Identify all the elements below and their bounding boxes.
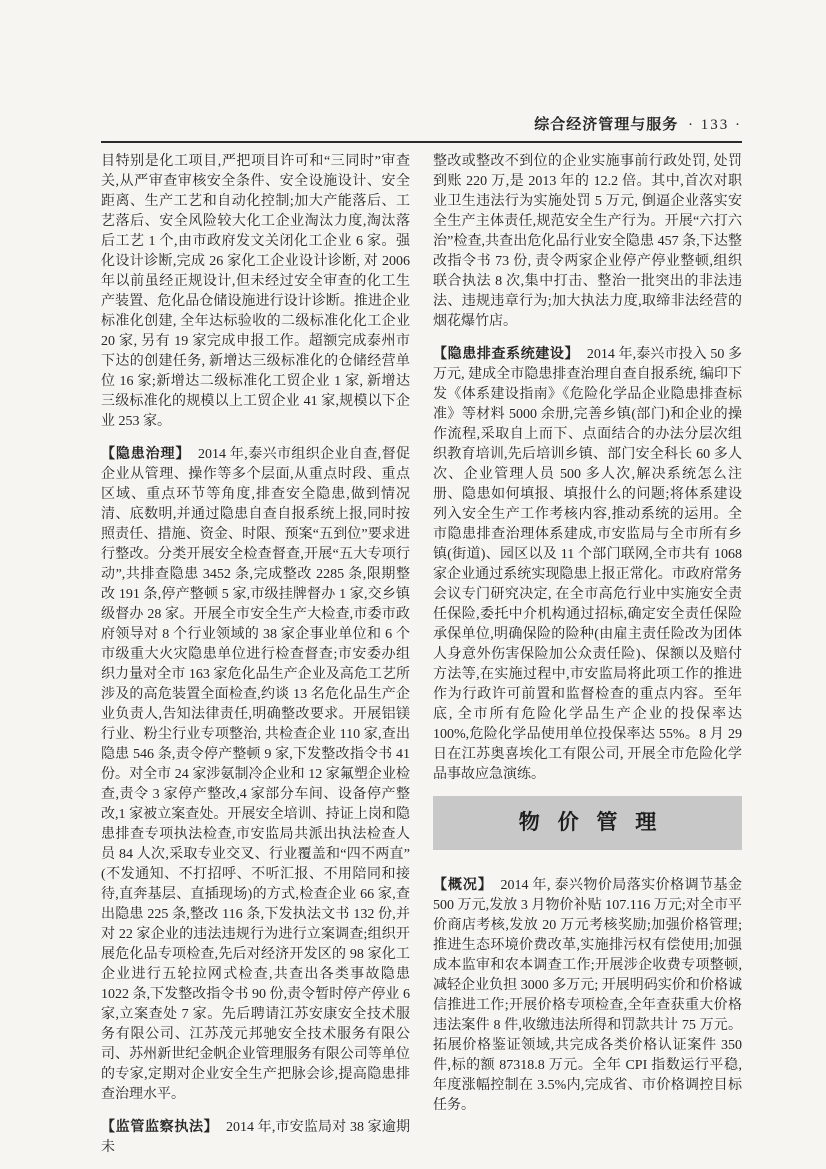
section-label: 【隐患治理】 [101, 445, 191, 461]
left-column [101, 152, 410, 1158]
page-content [101, 116, 742, 1158]
running-header [101, 116, 742, 143]
paragraph-text: 目特别是化工项目,严把项目许可和“三同时”审查关,从严审查审核安全条件、安全设施设计、安全距离、生产工艺和自动化控制;加大产能落后、工艺落后、安全风险较大化工企业淘汰力度,淘汰落后工艺 1 个,由市政府发文关闭化工企业 6 家。强化设计诊断,完成 26 家化工企业设计诊断, 对 2006 年以前虽经正规设计,但未经过安全审查的化工生产装置、危化品仓储设施进行设计诊断。推进企业标准化创建, 全年达标验收的二级标准化化工企业 20 家, 另有 19 家完成申报工作。超额完成泰州市下达的创建任务, 新增达三级标准化的仓储经营单位 16 家;新增达二级标准化工贸企业 1 家, 新增达三级标准化的规模以上工贸企业 41 家,规模以下企业 253 家。 [101, 154, 410, 429]
section-label: 【监管监察执法】 [101, 1118, 219, 1134]
paragraph-supervision-enforcement [101, 1116, 410, 1158]
paragraph-text: 2014 年, 泰兴物价局落实价格调节基金 500 万元,发放 3 月物价补贴 107.116 万元;对全市平价商店考核,发放 20 万元考核奖励;加强价格管理;推进生态环境价费改革,实施排污权有偿使用;加强成本监审和农本调查工作;开展涉企收费专项整顿,减轻企业负担 3000 多万元; 开展明码实价和价格诚信推进工作;开展价格专项检查,全年查获重大价格违法案件 8 件,收缴违法所得和罚款共计 75 万元。拓展价格鉴证领域,共完成各类价格认证案件 350 件,标的额 87318.8 万元。全年 CPI 指数运行平稳,年度涨幅控制在 3.5%内,完成省、市价格调控目标任务。 [433, 878, 743, 1113]
two-column-layout [101, 152, 742, 1158]
paragraph-text: 2014 年,市安监局对 38 家逾期未 [101, 1120, 411, 1155]
right-column [433, 152, 742, 1158]
section-heading-price-management: 物 价 管 理 [433, 796, 742, 850]
paragraph-text: 整改或整改不到位的企业实施事前行政处罚, 处罚到账 220 万,是 2013 年的 12.2 倍。其中,首次对职业卫生违法行为实施处罚 5 万元, 倒逼企业落实安全生产主体责任,规范安全生产行为。开展“六打六治”检查,共查出危化品行业安全隐患 457 条,下达整改指令书 73 份, 责令两家企业停产停业整顿,组织联合执法 8 次,集中打击、整治一批突出的非法违法、违规违章行为;加大执法力度,取缔非法经营的烟花爆竹店。 [433, 154, 742, 329]
header-section-title: 综合经济管理与服务 [534, 116, 679, 133]
paragraph-overview [433, 874, 742, 1116]
paragraph-continuation [101, 152, 410, 432]
paragraph-text: 2014 年,泰兴市组织企业自查,督促企业从管理、操作等多个层面,从重点时段、重点区域、重点环节等角度,排查安全隐患,做到情况清、底数明,并通过隐患自查自报系统上报,同时按照责任、措施、资金、时限、预案“五到位”要求进行整改。分类开展安全检查督查,开展“五大专项行动”,共排查隐患 3452 条,完成整改 2285 条,限期整改 191 条,停产整顿 5 家,市级挂牌督办 1 家,交乡镇级督办 28 家。开展全市安全生产大检查,市委市政府领导对 8 个行业领域的 38 家企事业单位和 6 个市级重大火灾隐患单位进行检查督查;市安委办组织力量对全市 163 家危化品生产企业及高危工艺所涉及的高危装置全面检查,约谈 13 名危化品生产企业负责人,告知法律责任,明确整改要求。开展铝镁行业、粉尘行业专项整治, 共检查企业 110 家,查出隐患 546 条,责令停产整顿 9 家,下发整改指令书 41 份。对全市 24 家涉氨制冷企业和 12 家氟塑企业检查,责令 3 家停产整改,4 家部分车间、设备停产整改,1 家被立案查处。开展安全培训、持证上岗和隐患排查专项执法检查,市安监局共派出执法检查人员 84 人次,采取专业交叉、行业覆盖和“四不两直”(不发通知、不打招呼、不听汇报、不用陪同和接待,直奔基层、直插现场)的方式,检查企业 66 家,查出隐患 225 条,整改 116 条,下发执法文书 132 份,并对 22 家企业的违法违规行为进行立案调查;组织开展危化品专项检查,先后对经济开发区的 98 家化工企业进行五轮拉网式检查,共查出各类事故隐患 1022 条,下发整改指令书 90 份,责令暂时停产停业 6 家,立案查处 7 家。先后聘请江苏安康安全技术服务有限公司、江苏茂元邦驰安全技术服务有限公司、苏州新世纪金帆企业管理服务有限公司等单位的专家,定期对企业安全生产把脉会诊,提高隐患排查治理水平。 [101, 447, 410, 1102]
paragraph-screening-system [433, 343, 742, 785]
header-page-number: · 133 · [688, 117, 742, 133]
section-label: 【隐患排查系统建设】 [433, 345, 580, 361]
paragraph-text: 2014 年,泰兴市投入 50 多万元, 建成全市隐患排查治理自查自报系统, 编印下发《体系建设指南》《危险化学品企业隐患排查标准》等材料 5000 余册,完善乡镇(部门)和企业的操作流程,采取自上而下、点面结合的办法分层次组织教育培训,先后培训乡镇、部门安全科长 60 多人次、企业管理人员 500 多人次,解决系统怎么注册、隐患如何填报、填报什么的问题;将体系建设列入安全生产工作考核内容,推动系统的运用。全市隐患排查治理体系建成,市安监局与全市所有乡镇(街道)、园区以及 11 个部门联网,全市共有 1068 家企业通过系统实现隐患上报正常化。市政府常务会议专门研究决定, 在全市高危行业中实施安全责任保险,委托中介机构通过招标,确定安全责任保险承保单位,明确保险的险种(由雇主责任险改为团体人身意外伤害保险加公众责任险)、保额以及赔付方法等,在实施过程中,市安监局将此项工作的推进作为行政许可前置和监督检查的重点内容。至年底, 全市所有危险化学品生产企业的投保率达 100%,危险化学品使用单位投保率达 55%。8 月 29 日在江苏奥喜埃化工有限公司, 开展全市危险化学品事故应急演练。 [433, 347, 742, 782]
paragraph-continuation [433, 152, 742, 332]
paragraph-hidden-danger-control [101, 443, 410, 1105]
section-label: 【概况】 [433, 876, 493, 892]
